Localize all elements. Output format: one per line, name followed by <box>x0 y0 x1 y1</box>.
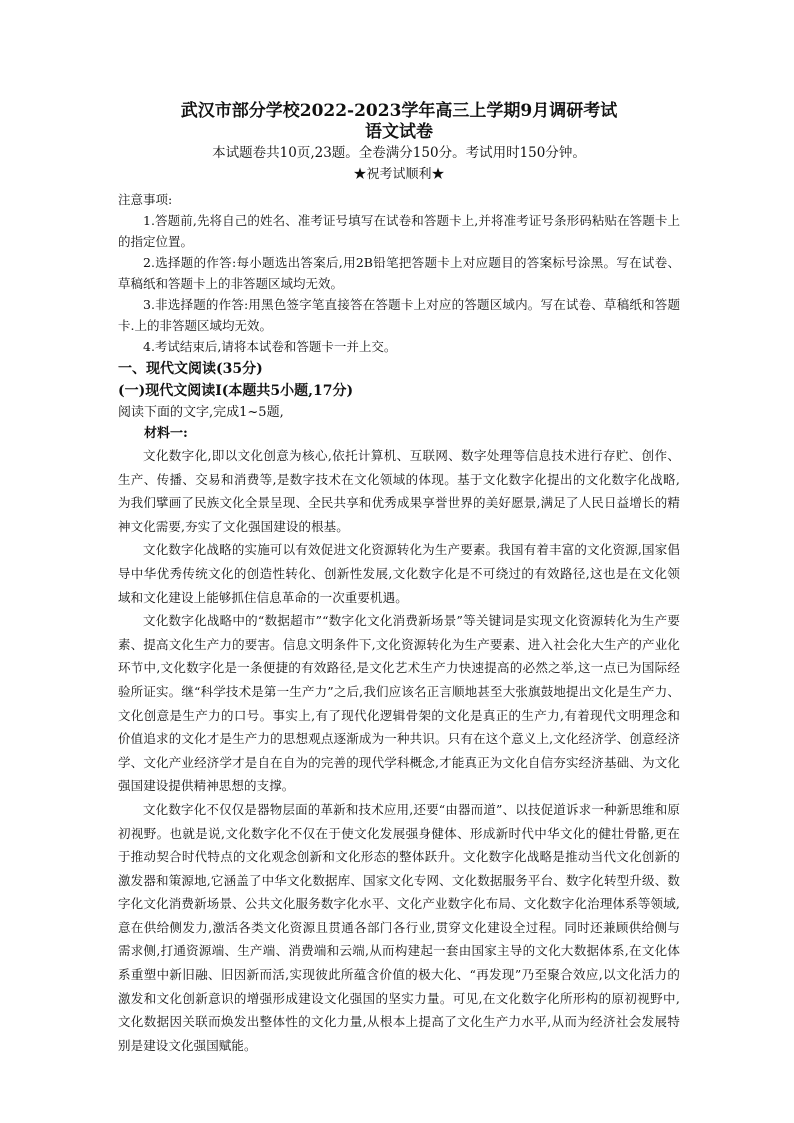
section-heading: 一、现代文阅读(35分) <box>118 361 263 377</box>
material-paragraph-2: 文化数字化战略的实施可以有效促进文化资源转化为生产要素。我国有着丰富的文化资源,国家倡导中华优秀传统文化的创造性转化、创新性发展,文化数字化是不可绕过的有效路径,这也是在文化领域和文化建设上能够抓住信息革命的一次重要机遇。 <box>118 542 680 605</box>
notice-heading: 注意事项: <box>118 192 173 207</box>
notice-item-2: 2.选择题的作答:每小题选出答案后,用2B铅笔把答题卡上对应题目的答案标号涂黑。写在试卷、草稿纸和答题卡上的非答题区域均无效。 <box>118 255 680 291</box>
notice-item-4: 4.考试结束后,请将本试卷和答题卡一并上交。 <box>143 339 397 354</box>
exam-title: 武汉市部分学校2022-2023学年高三上学期9月调研考试 <box>180 101 618 121</box>
material-body <box>118 444 680 1057</box>
reading-instruction: 阅读下面的文字,完成1~5题, <box>118 405 284 420</box>
material-label: 材料一: <box>144 426 188 441</box>
exam-subtitle: 语文试卷 <box>365 122 433 142</box>
notice-item-3: 3.非选择题的作答:用黑色签字笔直接答在答题卡上对应的答题区域内。写在试卷、草稿纸和答题卡.上的非答题区域均无效。 <box>118 297 680 333</box>
material-paragraph-1: 文化数字化,即以文化创意为核心,依托计算机、互联网、数字处理等信息技术进行存贮、创作、生产、传播、交易和消费等,是数字技术在文化领域的体现。基于文化数字化提出的文化数字化战略,为我们擘画了民族文化全景呈现、全民共享和优秀成果享誉世界的美好愿景,满足了人民日益增长的精神文化需要,夯实了文化强国建设的根基。 <box>118 448 680 534</box>
exam-info: 本试题卷共10页,23题。全卷满分150分。考试用时150分钟。 <box>212 145 586 161</box>
notice-block <box>118 189 680 357</box>
subsection-heading: (一)现代文阅读Ⅰ(本题共5小题,17分) <box>118 383 354 399</box>
material-paragraph-3: 文化数字化战略中的“数据超市”“数字化文化消费新场景”等关键词是实现文化资源转化为生产要素、提高文化生产力的要害。信息文明条件下,文化资源转化为生产要素、进入社会化大生产的产业化环节中,文化数字化是一条便捷的有效路径,是文化艺术生产力快速提高的必然之举,这一点已为国际经验所证实。继“科学技术是第一生产力”之后,我们应该名正言顺地甚至大张旗鼓地提出文化是生产力、文化创意是生产力的口号。事实上,有了现代化逻辑骨架的文化是真正的生产力,有着现代文明理念和价值追求的文化才是生产力的思想观点逐渐成为一种共识。只有在这个意义上,文化经济学、创意经济学、文化产业经济学才是自在自为的完善的现代学科概念,才能真正为文化自信夯实经济基础、为文化强国建设提供精神思想的支撑。 <box>118 613 680 794</box>
notice-item-1: 1.答题前,先将自己的姓名、准考证号填写在试卷和答题卡上,并将准考证号条形码粘贴在答题卡上的指定位置。 <box>118 213 680 249</box>
material-paragraph-4: 文化数字化不仅仅是器物层面的革新和技术应用,还要“由器而道”、以技促道诉求一种新思维和原初视野。也就是说,文化数字化不仅在于使文化发展强身健体、形成新时代中华文化的健壮骨骼,更在于推动契合时代特点的文化观念创新和文化形态的整体跃升。文化数字化战略是推动当代文化创新的激发器和策源地,它涵盖了中华文化数据库、国家文化专网、文化数据服务平台、数字化转型升级、数字化文化消费新场景、公共文化服务数字化水平、文化产业数字化布局、文化数字化治理体系等领域,意在供给侧发力,激活各类文化资源且贯通各部门各行业,贯穿文化建设全过程。同时还兼顾供给侧与需求侧,打通资源端、生产端、消费端和云端,从而构建起一套由国家主导的文化大数据体系,在文化体系重塑中新旧融、旧因新而活,实现彼此所蕴含价值的极大化、“再发现”乃至聚合效应,以文化活力的激发和文化创新意识的增强形成建设文化强国的坚实力量。可见,在文化数字化所形构的原初视野中,文化数据因关联而焕发出整体性的文化力量,从根本上提高了文化生产力水平,从而为经济社会发展特别是建设文化强国赋能。 <box>118 801 680 1053</box>
exam-wish: ★祝考试顺利★ <box>353 167 445 182</box>
